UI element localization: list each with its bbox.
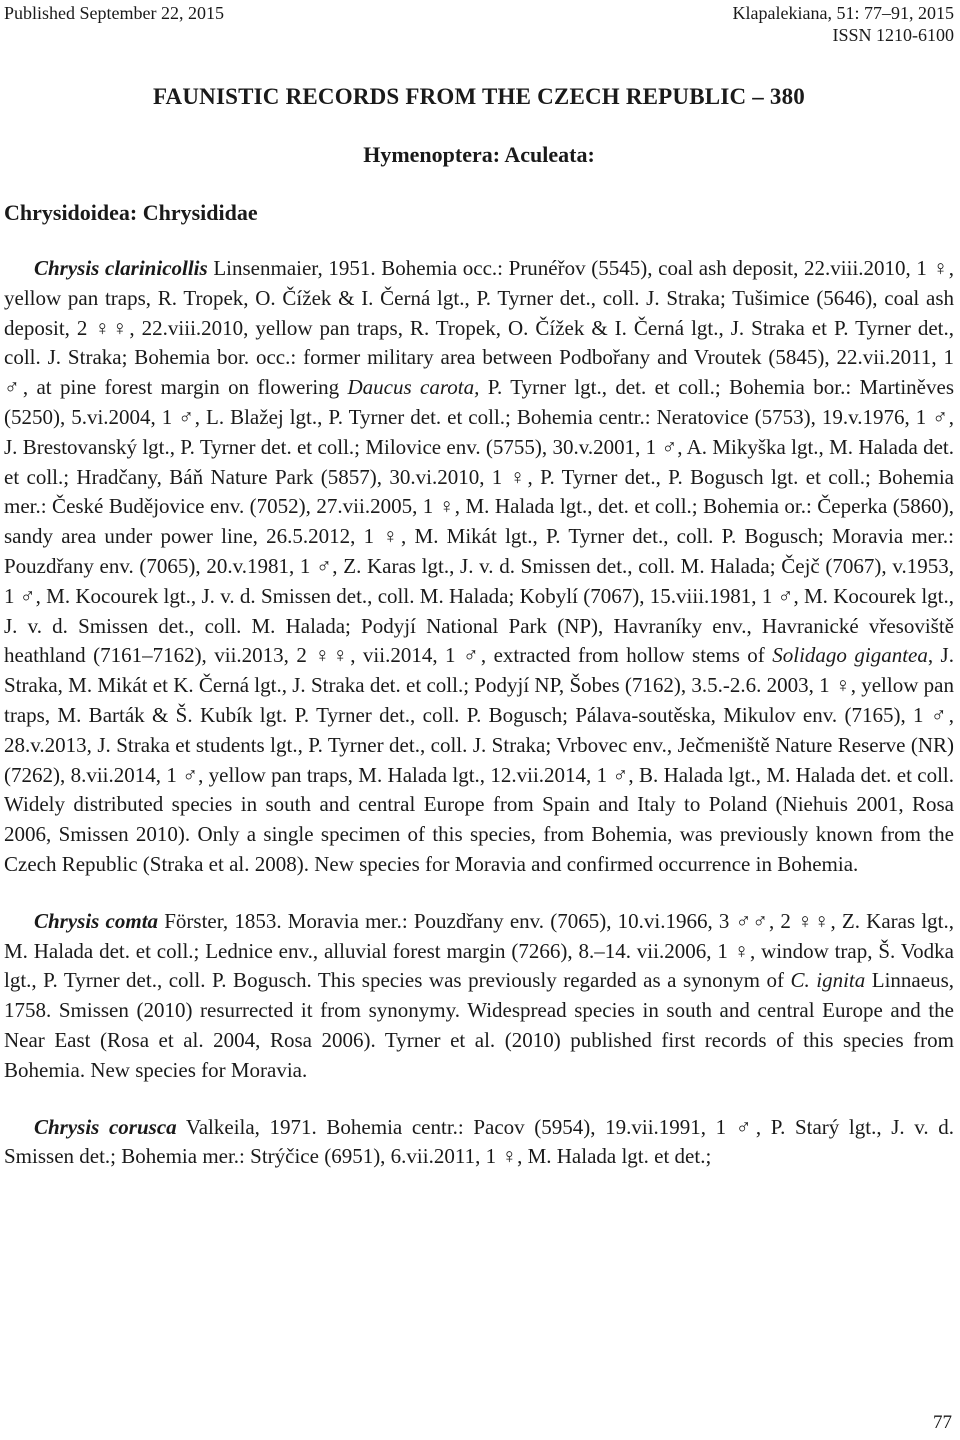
taxon-italic: C. ignita xyxy=(790,968,866,993)
journal-citation: Klapalekiana, 51: 77–91, 2015 xyxy=(732,3,954,23)
issn: ISSN 1210-6100 xyxy=(832,25,954,45)
record-text: , J. Straka, M. Mikát et K. Černá lgt., J. Straka det. et coll.; Podyjí NP, Šobes (7162), 3.5.-2.6. 2003, 1 ♀, yellow pan traps, M. Barták & Š. Kubík lgt. P. Tyrner det., coll. P. Bogusch; Pálava-soutěska, Mikulov env. (7165), 1 ♂, 28.v.2013, J. Straka et students lgt., P. Tyrner det., coll. J. Straka; Vrbovec env., Ječmeniště Nature Reserve (NR) (7262), 8.vii.2014, 1 ♂, yellow pan traps, M. Halada lgt., 12.vii.2014, 1 ♂, B. Halada lgt., M. Halada det. et coll. Widely distributed species in south and central Europe from Spain and Italy to Poland (Niehuis 2001, Rosa 2006, Smissen 2010). Only a single specimen of this species, from Bohemia, was previously known from the Czech Republic (Straka et al. 2008). New species for Moravia and confirmed occurrence in Bohemia. xyxy=(4,643,954,876)
species-name: Chrysis corusca xyxy=(34,1114,177,1139)
article-title: FAUNISTIC RECORDS FROM THE CZECH REPUBLIC – 380 xyxy=(153,84,805,109)
taxon-italic: Solidago gigantea xyxy=(772,643,928,668)
taxon-italic: Daucus carota, xyxy=(347,375,480,400)
article-subtitle: Hymenoptera: Aculeata: xyxy=(363,142,595,167)
species-author: Förster, 1853. xyxy=(158,908,282,933)
publication-date: Published September 22, 2015 xyxy=(4,3,224,23)
species-name: Chrysis comta xyxy=(34,908,159,933)
species-record xyxy=(4,254,954,880)
journal-info xyxy=(733,2,954,46)
species-record xyxy=(4,907,954,1086)
species-author: Valkeila, 1971. xyxy=(176,1114,317,1139)
record-text: Moravia mer.: Pouzdřany env. (7065), 10.vi.1966, 3 ♂♂, 2 ♀♀, Z. Karas lgt., M. Halada det. et coll.; Lednice env., alluvial forest margin (7266), 8.–14. vii.2006, 1 ♀, window trap, Š. Vodka lgt., P. Tyrner det., coll. P. Bogusch. This species was previously regarded as a synonym of xyxy=(4,908,955,993)
record-text: Bohemia centr.: Pacov (5954), 19.vii.1991, 1 ♂, P. Starý lgt., J. v. d. Smissen det.; Bohemia mer.: Strýčice (6951), 6.vii.2011, 1 ♀, M. Halada lgt. et det.; xyxy=(4,1114,954,1169)
species-author: Linsenmaier, 1951. xyxy=(207,256,376,280)
record-text: Linnaeus, 1758. Smissen (2010) resurrected it from synonymy. Widespread species in south and central Europe and the Near East (Rosa et al. 2004, Rosa 2006). Tyrner et al. (2010) published first records of this species from Bohemia. New species for Moravia. xyxy=(4,968,954,1082)
record-text: P. Tyrner lgt., det. et coll.; Bohemia bor.: Martiněves (5250), 5.vi.2004, 1 ♂, L. Blažej lgt., P. Tyrner det. et coll.; Bohemia centr.: Neratovice (5753), 19.v.1976, 1 ♂, J. Brestovanský lgt., P. Tyrner det. et coll.; Milovice env. (5755), 30.v.2001, 1 ♂, A. Mikyška lgt., M. Halada det. et coll.; Hradčany, Báň Nature Park (5857), 30.vi.2010, 1 ♀, P. Tyrner det., P. Bogusch lgt. et coll.; Bohemia mer.: České Budějovice env. (7052), 27.vii.2005, 1 ♀, M. Halada lgt., det. et coll.; Bohemia or.: Čeperka (5860), sandy area under power line, 26.5.2012, 1 ♀, M. Mikát lgt., P. Tyrner det., coll. P. Bogusch; Moravia mer.: Pouzdřany env. (7065), 20.v.1981, 1 ♂, Z. Karas lgt., J. v. d. Smissen det., coll. M. Halada; Čejč (7067), v.1953, 1 ♂, M. Kocourek lgt., J. v. d. Smissen det., coll. M. Halada; Kobylí (7067), 15.viii.1981, 1 ♂, M. Kocourek lgt., J. v. d. Smissen det., coll. M. Halada; Podyjí National Park (NP), Havraníky env., Havranické vřesoviště heathland (7161–7162), vii.2013, 2 ♀♀, vii.2014, 1 ♂, extracted from hollow stems of xyxy=(4,375,954,668)
species-name: Chrysis clarinicollis xyxy=(34,256,208,280)
species-record xyxy=(4,1113,954,1173)
record-text: Bohemia occ.: Prunéřov (5545), coal ash deposit, 22.viii.2010, 1 ♀, yellow pan traps, R. Tropek, O. Čížek & I. Černá lgt., P. Tyrner det., coll. J. Straka; Tušimice (5646), coal ash deposit, 2 ♀♀, 22.viii.2010, yellow pan traps, R. Tropek, O. Čížek & I. Černá lgt., J. Straka et P. Tyrner det., coll. J. Straka; Bohemia bor. occ.: former military area between Podbořany and Vroutek (5845), 22.vii.2011, 1 ♂, at pine forest margin on flowering xyxy=(4,256,954,400)
page-number: 77 xyxy=(933,1412,952,1433)
family-heading: Chrysidoidea: Chrysididae xyxy=(4,200,258,225)
running-header xyxy=(4,0,954,46)
